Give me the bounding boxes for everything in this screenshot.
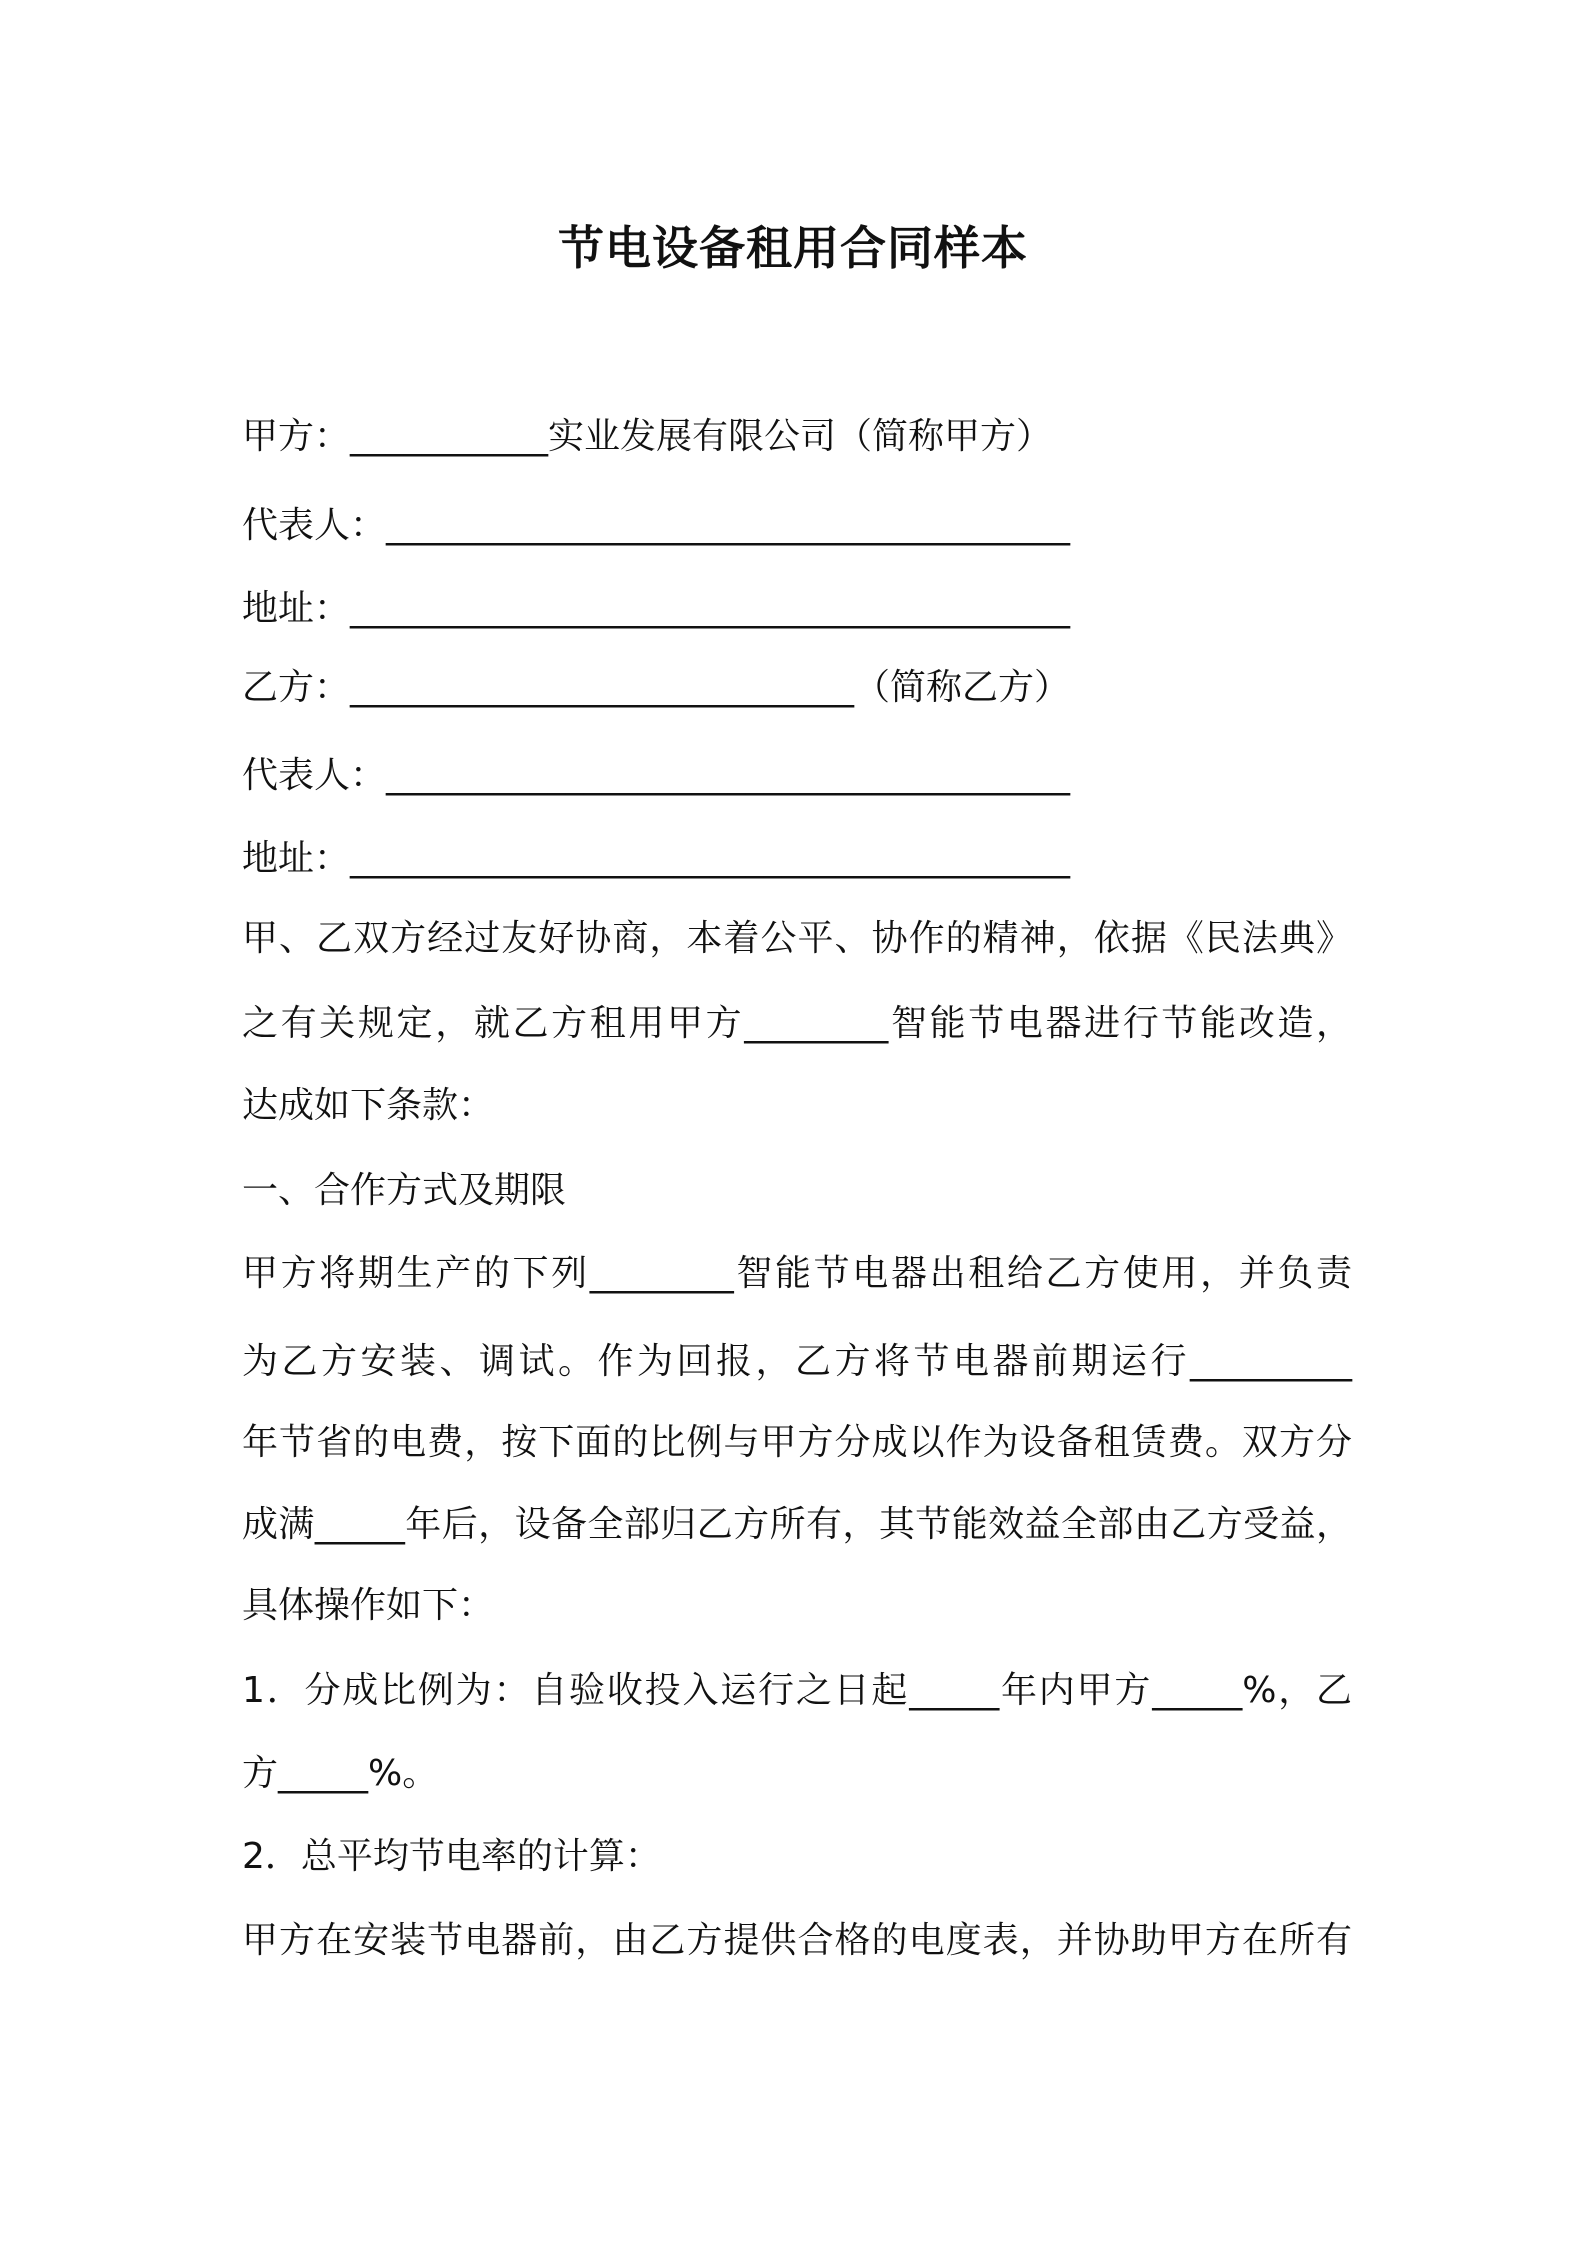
intro-paragraph-line: 达成如下条款： [242,1085,495,1126]
party-a-line: 甲方：___________实业发展有限公司（简称甲方） [242,416,1053,457]
section-paragraph-line: 具体操作如下： [242,1585,495,1626]
clause-item-line: 1．分成比例为：自验收投入运行之日起_____年内甲方_____%，乙 [242,1670,1352,1711]
section-heading: 一、合作方式及期限 [242,1170,567,1211]
intro-paragraph-line: 甲、乙双方经过友好协商，本着公平、协作的精神，依据《民法典》 [242,918,1352,959]
document-title: 节电设备租用合同样本 [558,221,1028,275]
section-paragraph-line: 成满_____年后，设备全部归乙方所有，其节能效益全部由乙方受益， [242,1504,1352,1545]
section-paragraph-line: 为乙方安装、调试。作为回报，乙方将节电器前期运行_________ [242,1341,1352,1382]
party-b-line: 乙方：____________________________（简称乙方） [242,667,1071,708]
clause-item-line: 方_____%。 [242,1753,439,1794]
clause-item-line: 2．总平均节电率的计算： [242,1836,661,1877]
section-paragraph-line: 甲方将期生产的下列________智能节电器出租给乙方使用，并负责 [242,1253,1352,1294]
section-paragraph-line: 年节省的电费，按下面的比例与甲方分成以作为设备租赁费。双方分 [242,1422,1352,1463]
party-a-address-line: 地址：________________________________________ [242,588,1071,629]
party-b-representative-line: 代表人：______________________________________ [242,755,1071,796]
clause-paragraph-line: 甲方在安装节电器前，由乙方提供合格的电度表，并协助甲方在所有 [242,1920,1352,1961]
party-a-representative-line: 代表人：______________________________________ [242,505,1071,546]
party-b-address-line: 地址：________________________________________ [242,838,1071,879]
intro-paragraph-line: 之有关规定，就乙方租用甲方________智能节电器进行节能改造， [242,1003,1352,1044]
